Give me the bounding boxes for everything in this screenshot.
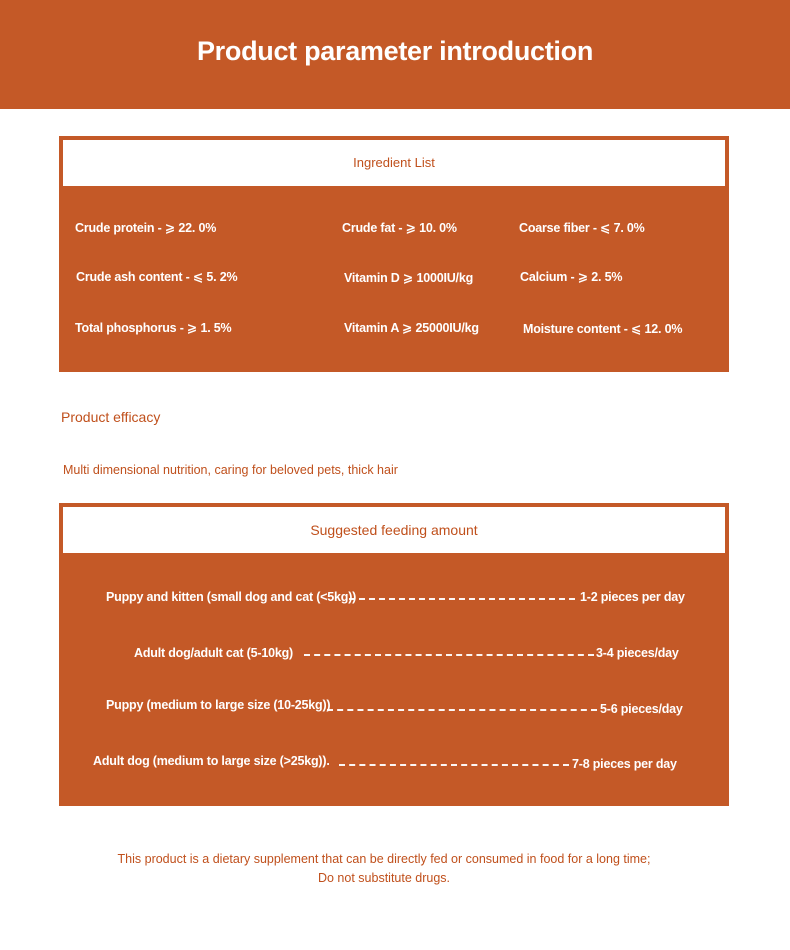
ingredient-calcium: Calcium - ⩾ 2. 5% [520, 270, 623, 284]
ingredient-vitamin-a: Vitamin A ⩾ 25000IU/kg [344, 321, 479, 335]
feeding-row-amount: 1-2 pieces per day [580, 590, 685, 604]
page-header [0, 0, 790, 109]
ingredient-crude-fat: Crude fat - ⩾ 10. 0% [342, 221, 457, 235]
ingredient-list-title: Ingredient List [63, 140, 725, 186]
ingredient-panel [59, 136, 729, 372]
ingredient-vitamin-d: Vitamin D ⩾ 1000IU/kg [344, 271, 474, 285]
disclaimer-line-2: Do not substitute drugs. [317, 871, 451, 885]
feeding-panel [59, 503, 729, 806]
disclaimer-line-1: This product is a dietary supplement that can be directly fed or consumed in food for a long time; [117, 852, 651, 866]
feeding-title: Suggested feeding amount [63, 507, 725, 553]
ingredient-crude-ash: Crude ash content - ⩽ 5. 2% [76, 270, 238, 284]
page-title: Product parameter introduction [196, 36, 594, 66]
efficacy-text: Multi dimensional nutrition, caring for beloved pets, thick hair [63, 463, 398, 477]
feeding-row-label: Adult dog/adult cat (5-10kg) [134, 646, 293, 660]
efficacy-title: Product efficacy [61, 409, 161, 425]
feeding-row-leader [349, 598, 575, 600]
ingredient-coarse-fiber: Coarse fiber - ⩽ 7. 0% [519, 221, 645, 235]
feeding-row-amount: 5-6 pieces/day [600, 702, 683, 716]
feeding-row-leader [327, 709, 597, 711]
feeding-row-leader [339, 764, 569, 766]
feeding-row-amount: 7-8 pieces per day [572, 757, 677, 771]
feeding-row-leader [304, 654, 594, 656]
disclaimer [0, 850, 768, 888]
ingredient-crude-protein: Crude protein - ⩾ 22. 0% [75, 221, 217, 235]
ingredient-total-phosphorus: Total phosphorus - ⩾ 1. 5% [75, 321, 232, 335]
feeding-row-label: Adult dog (medium to large size (>25kg)). [93, 754, 330, 768]
feeding-row-label: Puppy (medium to large size (10-25kg)) [106, 698, 331, 712]
ingredient-moisture: Moisture content - ⩽ 12. 0% [523, 322, 683, 336]
feeding-row-label: Puppy and kitten (small dog and cat (<5kg)) [106, 590, 357, 604]
feeding-row-amount: 3-4 pieces/day [596, 646, 679, 660]
